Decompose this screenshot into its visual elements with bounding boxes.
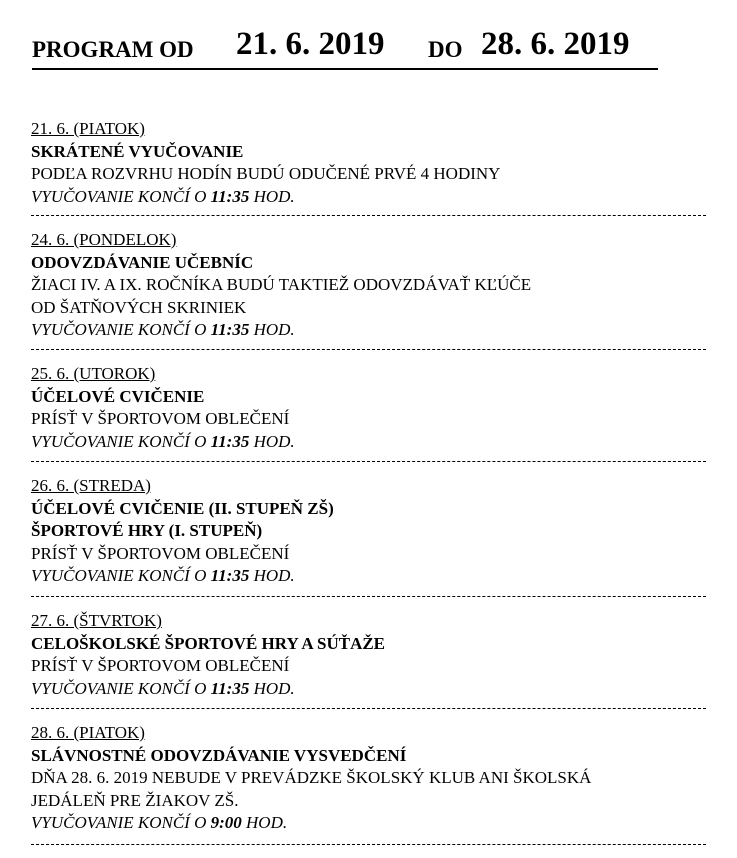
title-date-from: 21. 6. 2019 [236,26,385,62]
section-text: DŇA 28. 6. 2019 NEBUDE V PREVÁDZKE ŠKOLSKÝ KLUB ANI ŠKOLSKÁ [31,768,592,787]
section-date: 26. 6. (STREDA) [31,476,151,495]
dashed-divider [31,708,706,709]
day-section [31,229,711,342]
title-middle: DO [428,37,463,62]
section-heading: CELOŠKOLSKÉ ŠPORTOVÉ HRY A SÚŤAŽE [31,633,386,653]
section-end-note: VYUČOVANIE KONČÍ O 11:35 HOD. [31,431,295,451]
end-time: 11:35 [210,566,250,585]
section-date: 27. 6. (ŠTVRTOK) [31,611,162,630]
end-time: 11:35 [210,678,250,698]
dashed-divider [31,596,706,597]
section-text: PRÍSŤ V ŠPORTOVOM OBLEČENÍ [31,543,290,563]
section-end-note: VYUČOVANIE KONČÍ O 11:35 HOD. [31,320,295,339]
section-date: 28. 6. (PIATOK) [31,723,145,742]
section-text: PODĽA ROZVRHU HODÍN BUDÚ ODUČENÉ PRVÉ 4 HODINY [31,164,501,183]
section-heading: SKRÁTENÉ VYUČOVANIE [31,141,244,161]
page-title [32,26,658,70]
dashed-divider [31,215,706,216]
section-text: JEDÁLEŇ PRE ŽIAKOV ZŠ. [31,790,239,810]
section-heading: ÚČELOVÉ CVIČENIE (II. STUPEŇ ZŠ) [31,498,334,518]
section-heading: ŠPORTOVÉ HRY (I. STUPEŇ) [31,521,263,540]
day-section [31,118,711,208]
section-text: ŽIACI IV. A IX. ROČNÍKA BUDÚ TAKTIEŽ ODOVZDÁVAŤ KĽÚČE [31,275,532,294]
day-section [31,475,711,588]
end-time: 11:35 [210,431,250,451]
section-end-note: VYUČOVANIE KONČÍ O 11:35 HOD. [31,566,295,585]
section-heading: ÚČELOVÉ CVIČENIE [31,386,205,406]
section-text: OD ŠATŇOVÝCH SKRINIEK [31,297,247,317]
section-end-note: VYUČOVANIE KONČÍ O 11:35 HOD. [31,186,295,206]
end-time: 11:35 [210,320,250,339]
dashed-divider [31,461,706,462]
day-section [31,363,711,453]
section-date: 24. 6. (PONDELOK) [31,230,177,249]
section-date: 25. 6. (UTOROK) [31,364,156,383]
day-section [31,722,711,835]
section-heading: SLÁVNOSTNÉ ODOVZDÁVANIE VYSVEDČENÍ [31,745,407,765]
section-end-note: VYUČOVANIE KONČÍ O 9:00 HOD. [31,813,288,832]
section-text: PRÍSŤ V ŠPORTOVOM OBLEČENÍ [31,409,290,428]
title-prefix: PROGRAM OD [32,37,194,62]
section-heading: ODOVZDÁVANIE UČEBNÍC [31,252,254,272]
section-text: PRÍSŤ V ŠPORTOVOM OBLEČENÍ [31,656,290,675]
dashed-divider [31,349,706,350]
day-section [31,610,711,700]
end-time: 11:35 [210,186,250,206]
title-date-to: 28. 6. 2019 [481,26,630,62]
end-time: 9:00 [210,813,242,832]
section-date: 21. 6. (PIATOK) [31,119,145,138]
section-end-note: VYUČOVANIE KONČÍ O 11:35 HOD. [31,678,295,698]
dashed-divider [31,844,706,845]
